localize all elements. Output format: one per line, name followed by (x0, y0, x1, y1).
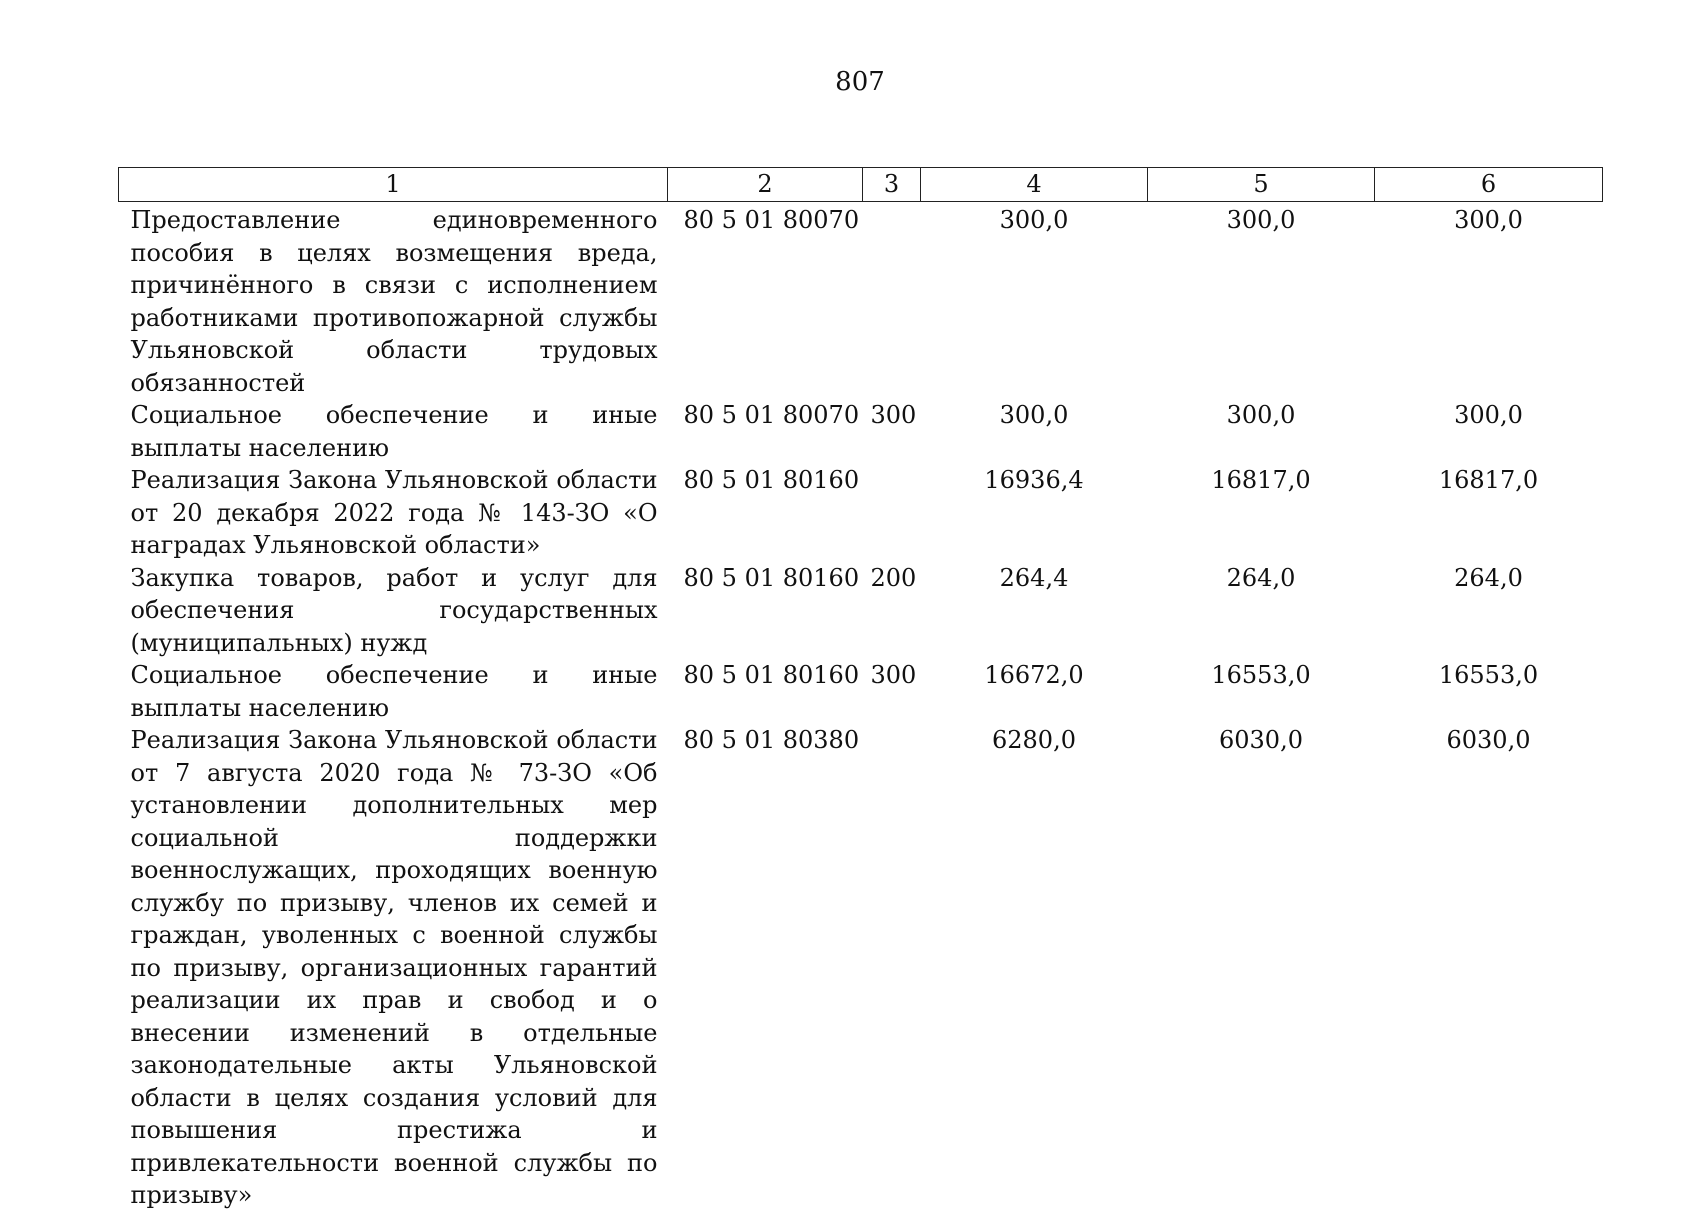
row-value-5: 6030,0 (1219, 726, 1303, 754)
row-value-5: 300,0 (1226, 401, 1296, 429)
row-value-4: 300,0 (999, 401, 1069, 429)
row-name: Реализация Закона Ульяновской области от 20 декабря 2022 года № 143-ЗО «О наградах Ульяновской области» (130, 466, 658, 559)
table-row (119, 659, 1603, 724)
table-row (119, 562, 1603, 660)
row-name: Реализация Закона Ульяновской области от 7 августа 2020 года № 73-ЗО «Об установлении дополнительных мер социальной поддержки военнослужащих, проходящих военную службу по призыву, членов их семей и граждан, уволенных с военной службы по призыву, организационных гарантий реализации их прав и свобод и о внесении изменений в отдельные законодательные акты Ульяновской области в целях создания условий для повышения престижа и привлекательности военной службы по призыву» (130, 726, 658, 1209)
budget-table (118, 167, 1603, 1212)
row-code: 80 5 01 80160 (683, 563, 860, 592)
column-header-2: 2 (668, 168, 863, 202)
row-value-6: 300,0 (1454, 401, 1523, 429)
row-name: Закупка товаров, работ и услуг для обеспечения государственных (муниципальных) нужд (130, 563, 658, 657)
row-value-4: 16936,4 (984, 466, 1084, 494)
row-value-4: 300,0 (999, 206, 1069, 234)
column-header-1: 1 (119, 168, 668, 202)
column-header-5: 5 (1148, 168, 1375, 202)
row-value-5: 16817,0 (1211, 466, 1311, 494)
table-row (119, 464, 1603, 562)
row-value-6: 300,0 (1454, 206, 1523, 234)
table-row (119, 724, 1603, 1212)
row-code: 80 5 01 80380 (683, 726, 860, 754)
row-value-5: 300,0 (1226, 206, 1296, 234)
row-code: 80 5 01 80070 (683, 401, 860, 429)
row-type: 300 (870, 401, 917, 429)
row-code: 80 5 01 80160 (683, 466, 860, 494)
row-name: Социальное обеспечение и иные выплаты населению (130, 401, 658, 462)
table-body (119, 202, 1603, 1212)
table-row (119, 202, 1603, 400)
row-value-6: 16553,0 (1438, 661, 1539, 689)
row-type (863, 464, 921, 562)
row-value-4: 264,4 (999, 563, 1069, 592)
row-name: Предоставление единовременного пособия в целях возмещения вреда, причинённого в связи с исполнением работниками противопожарной службы Ульяновской области трудовых обязанностей (130, 206, 658, 397)
table-row (119, 399, 1603, 464)
row-value-4: 6280,0 (992, 726, 1076, 754)
table-header (119, 168, 1603, 202)
row-type: 200 (870, 563, 917, 592)
row-code: 80 5 01 80160 (683, 661, 860, 689)
row-value-5: 16553,0 (1211, 661, 1311, 689)
row-name: Социальное обеспечение и иные выплаты населению (130, 661, 658, 722)
row-type (863, 202, 921, 400)
row-code: 80 5 01 80070 (683, 206, 860, 234)
row-value-6: 264,0 (1454, 563, 1523, 592)
row-value-6: 6030,0 (1446, 726, 1531, 754)
row-value-5: 264,0 (1226, 563, 1296, 592)
header-row (119, 168, 1603, 202)
column-header-4: 4 (921, 168, 1148, 202)
row-type: 300 (870, 661, 917, 689)
row-value-6: 16817,0 (1438, 466, 1539, 494)
row-value-4: 16672,0 (984, 661, 1084, 689)
page-number: 807 (835, 67, 885, 97)
row-type (863, 724, 921, 1212)
column-header-6: 6 (1375, 168, 1603, 202)
column-header-3: 3 (863, 168, 921, 202)
